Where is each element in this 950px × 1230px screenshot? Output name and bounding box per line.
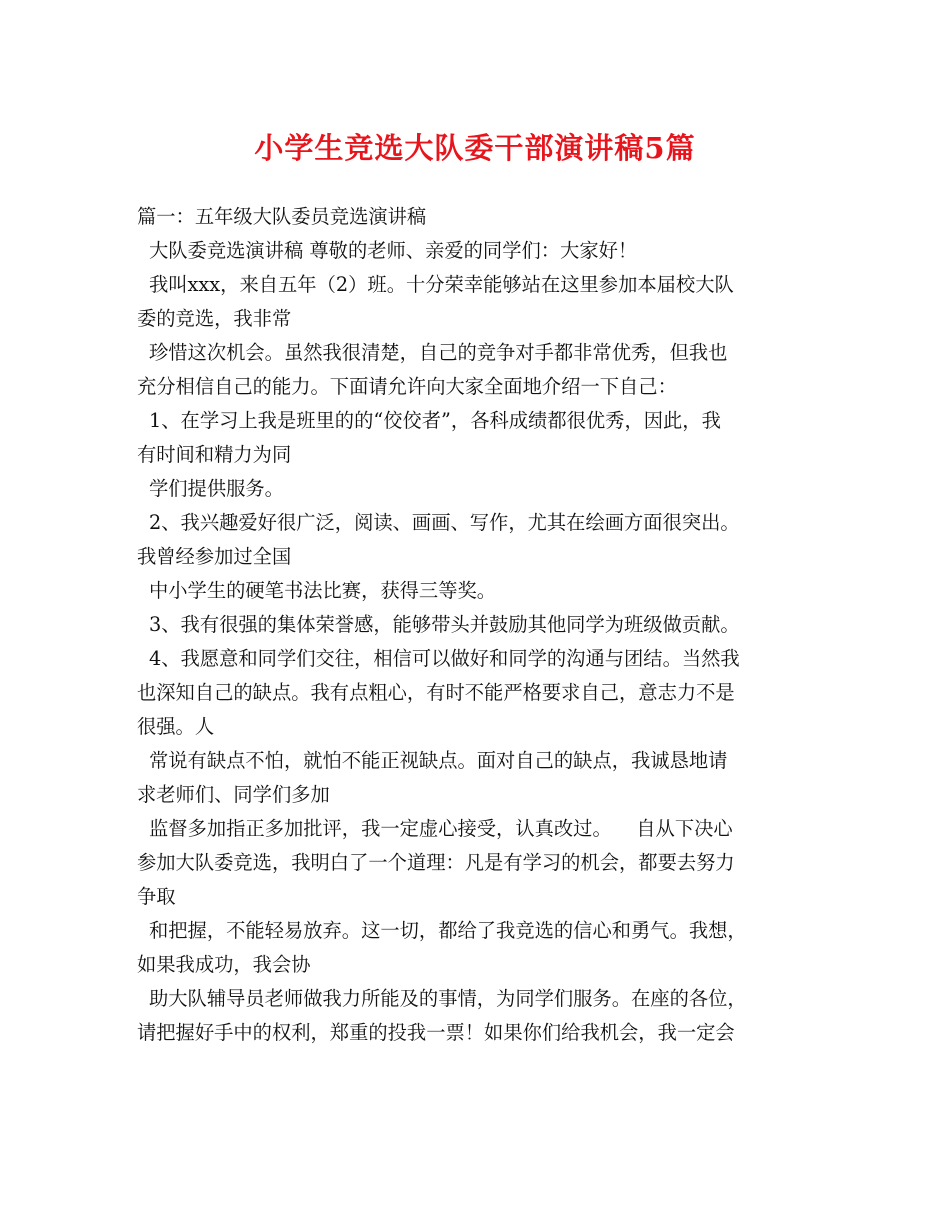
body-line: 如果我成功，我会协: [137, 953, 311, 976]
body-line: 1、在学习上我是班里的的“佼佼者”，各科成绩都很优秀，因此，我: [149, 409, 721, 432]
body-line: 也深知自己的缺点。我有点粗心，有时不能严格要求自己，意志力不是: [137, 681, 735, 704]
body-line: 4、我愿意和同学们交往，相信可以做好和同学的沟通与团结。当然我: [149, 647, 740, 670]
body-line: 大队委竞选演讲稿 尊敬的老师、亲爱的同学们：大家好！: [149, 239, 638, 262]
body-line: 助大队辅导员老师做我力所能及的事情，为同学们服务。在座的各位，: [149, 987, 747, 1010]
body-line: 争取: [137, 885, 176, 908]
body-line: 我曾经参加过全国: [137, 545, 292, 568]
body-line: 委的竞选，我非常: [137, 307, 292, 330]
body-line: 常说有缺点不怕，就怕不能正视缺点。面对自己的缺点，我诚恳地请: [149, 749, 728, 772]
body-line: 监督多加指正多加批评，我一定虚心接受，认真改过。 自从下决心: [149, 817, 733, 840]
body-line: 3、我有很强的集体荣誉感，能够带头并鼓励其他同学为班级做贡献。: [149, 613, 740, 636]
body-line: 篇一：五年级大队委员竞选演讲稿: [137, 205, 427, 228]
body-line: 和把握，不能轻易放弃。这一切，都给了我竞选的信心和勇气。我想，: [149, 919, 747, 942]
body-line: 充分相信自己的能力。下面请允许向大家全面地介绍一下自己：: [137, 375, 677, 398]
body-line: 珍惜这次机会。虽然我很清楚，自己的竞争对手都非常优秀，但我也: [149, 341, 728, 364]
body-line: 求老师们、同学们多加: [137, 783, 330, 806]
body-line: 学们提供服务。: [149, 477, 284, 500]
body-line: 请把握好手中的权利，郑重的投我一票！如果你们给我机会，我一定会: [137, 1021, 735, 1044]
body-line: 我叫xxx，来自五年（2）班。十分荣幸能够站在这里参加本届校大队: [149, 273, 734, 296]
body-line: 2、我兴趣爱好很广泛，阅读、画画、写作，尤其在绘画方面很突出。: [149, 511, 740, 534]
body-line: 很强。人: [137, 715, 215, 738]
document-body: [137, 200, 817, 1050]
body-line: 有时间和精力为同: [137, 443, 292, 466]
body-line: 参加大队委竞选，我明白了一个道理：凡是有学习的机会，都要去努力: [137, 851, 735, 874]
document-title: 小学生竞选大队委干部演讲稿5篇: [254, 131, 696, 165]
body-line: 中小学生的硬笔书法比赛，获得三等奖。: [149, 579, 497, 602]
